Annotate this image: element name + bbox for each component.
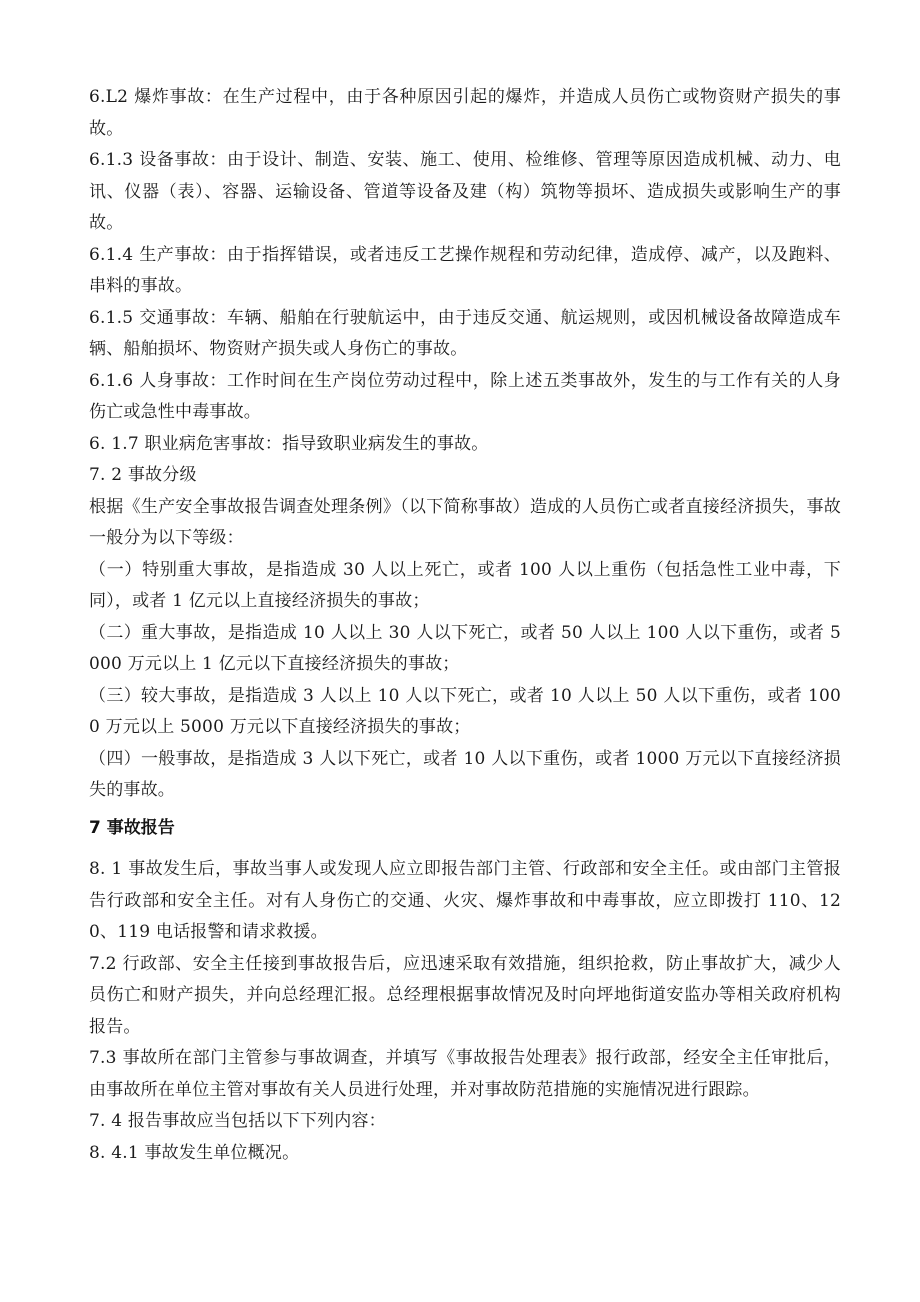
paragraph-equipment-accident: 6.1.3 设备事故：由于设计、制造、安装、施工、使用、检维修、管理等原因造成机械、动力、电讯、仪器（表）、容器、运输设备、管道等设备及建（构）筑物等损坏、造成损失或影响生产的事故。	[89, 150, 841, 233]
section-heading-accident-report: 7 事故报告	[89, 817, 175, 838]
paragraph-level-2: （二）重大事故，是指造成 10 人以上 30 人以下死亡，或者 50 人以上 100 人以下重伤，或者 5000 万元以上 1 亿元以下直接经济损失的事故；	[89, 622, 841, 674]
document-body	[89, 82, 841, 1169]
paragraph-production-accident: 6.1.4 生产事故：由于指挥错误，或者违反工艺操作规程和劳动纪律，造成停、减产，以及跑料、串料的事故。	[89, 244, 841, 296]
paragraph-report-8-4-1: 8. 4.1 事故发生单位概况。	[89, 1142, 300, 1163]
paragraph-report-8-1: 8. 1 事故发生后，事故当事人或发现人应立即报告部门主管、行政部和安全主任。或由部门主管报告行政部和安全主任。对有人身伤亡的交通、火灾、爆炸事故和中毒事故，应立即拨打 110、120、119 电话报警和请求救援。	[89, 859, 841, 942]
paragraph-report-7-2: 7.2 行政部、安全主任接到事故报告后，应迅速采取有效措施，组织抢救，防止事故扩大，减少人员伤亡和财产损失，并向总经理汇报。总经理根据事故情况及时向坪地街道安监办等相关政府机构报告。	[89, 953, 841, 1037]
paragraph-personal-accident: 6.1.6 人身事故：工作时间在生产岗位劳动过程中，除上述五类事故外，发生的与工作有关的人身伤亡或急性中毒事故。	[89, 370, 841, 422]
paragraph-classification-basis: 根据《生产安全事故报告调查处理条例》（以下简称事故）造成的人员伤亡或者直接经济损失，事故一般分为以下等级：	[89, 496, 841, 548]
paragraph-level-1: （一）特别重大事故，是指造成 30 人以上死亡，或者 100 人以上重伤（包括急性工业中毒，下同），或者 1 亿元以上直接经济损失的事故；	[89, 559, 841, 611]
paragraph-accident-classification-title: 7. 2 事故分级	[89, 465, 197, 485]
paragraph-level-3: （三）较大事故，是指造成 3 人以上 10 人以下死亡，或者 10 人以上 50 人以下重伤，或者 1000 万元以上 5000 万元以下直接经济损失的事故；	[89, 685, 841, 737]
paragraph-report-7-3: 7.3 事故所在部门主管参与事故调查，并填写《事故报告处理表》报行政部，经安全主任审批后，由事故所在单位主管对事故有关人员进行处理，并对事故防范措施的实施情况进行跟踪。	[89, 1048, 841, 1100]
paragraph-occupational-disease: 6. 1.7 职业病危害事故：指导致职业病发生的事故。	[89, 433, 489, 454]
paragraph-explosion-accident: 6.L2 爆炸事故：在生产过程中，由于各种原因引起的爆炸，并造成人员伤亡或物资财产损失的事故。	[89, 87, 841, 139]
paragraph-traffic-accident: 6.1.5 交通事故：车辆、船舶在行驶航运中，由于违反交通、航运规则，或因机械设备故障造成车辆、船舶损坏、物资财产损失或人身伤亡的事故。	[89, 307, 841, 359]
paragraph-level-4: （四）一般事故，是指造成 3 人以下死亡，或者 10 人以下重伤，或者 1000 万元以下直接经济损失的事故。	[89, 748, 841, 800]
paragraph-report-7-4: 7. 4 报告事故应当包括以下下列内容：	[89, 1111, 386, 1131]
